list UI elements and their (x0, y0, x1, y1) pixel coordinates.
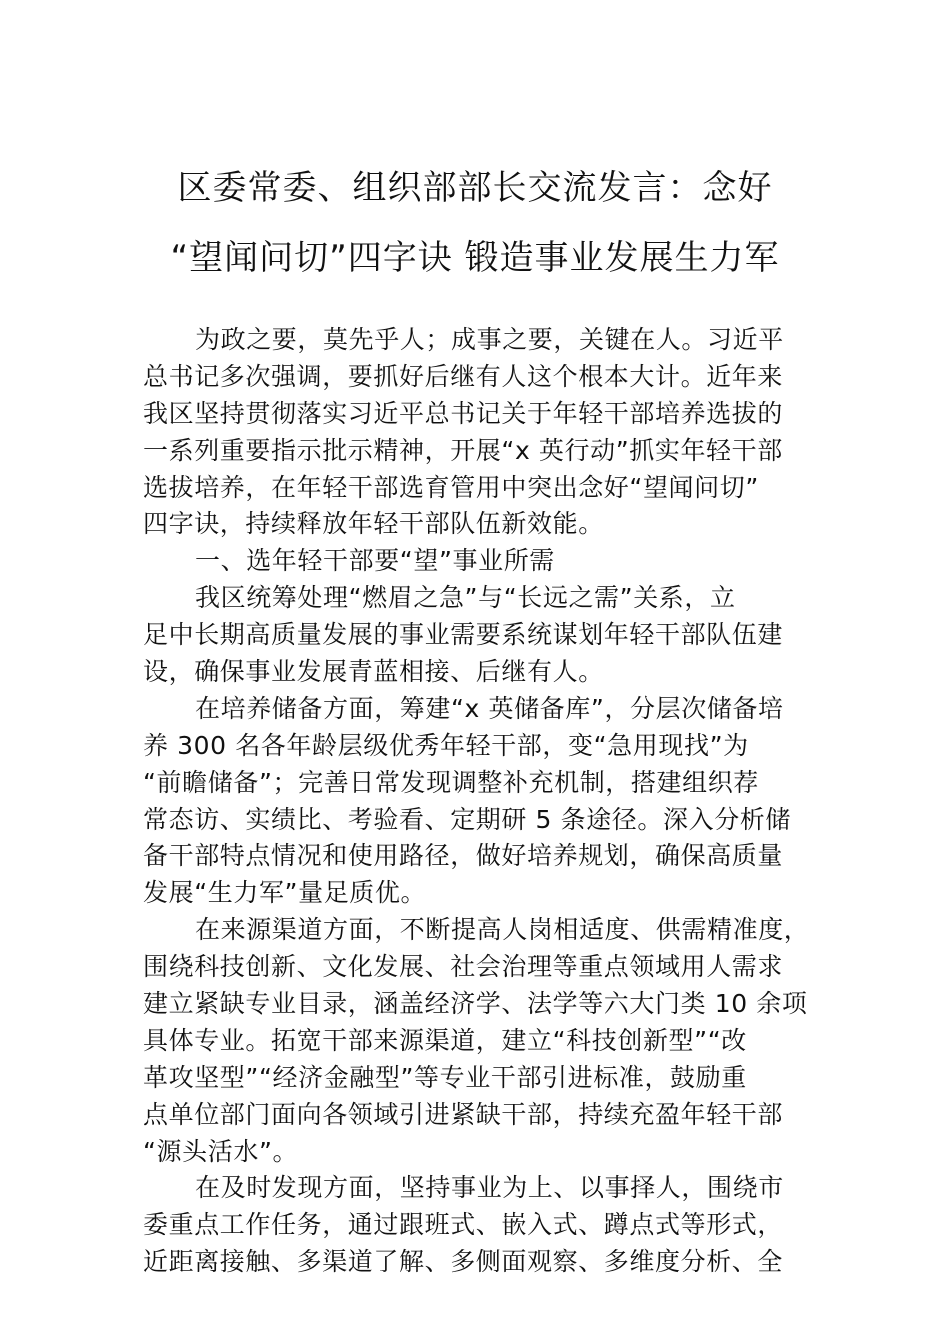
document-body (143, 322, 833, 1281)
paragraph-line: 具体专业。拓宽干部来源渠道，建立“科技创新型”“改 (143, 1025, 747, 1055)
paragraph-line: 设，确保事业发展青蓝相接、后继有人。 (143, 657, 604, 687)
paragraph-line: “前瞻储备”；完善日常发现调整补充机制，搭建组织荐 (143, 767, 759, 797)
paragraph-line: 在培养储备方面，筹建“x 英储备库”，分层次储备培 (195, 693, 784, 723)
paragraph-line: “源头活水”。 (143, 1136, 299, 1166)
paragraph-line: 总书记多次强调，要抓好后继有人这个根本大计。近年来 (143, 361, 784, 391)
paragraph-line: 点单位部门面向各领域引进紧缺干部，持续充盈年轻干部 (143, 1099, 784, 1129)
paragraph-line: 建立紧缺专业目录，涵盖经济学、法学等六大门类 10 余项 (143, 989, 808, 1019)
paragraph-line: 常态访、实绩比、考验看、定期研 5 条途径。深入分析储 (143, 804, 792, 834)
paragraph-line: 围绕科技创新、文化发展、社会治理等重点领域用人需求 (143, 952, 784, 982)
paragraph-line: 在来源渠道方面，不断提高人岗相适度、供需精准度， (195, 915, 810, 945)
document-title-line-1: 区委常委、组织部部长交流发言：念好 (177, 168, 773, 208)
paragraph-line: 在及时发现方面，坚持事业为上、以事择人，围绕市 (195, 1173, 784, 1203)
document-title-line-2: “望闻问切”四字诀 锻造事业发展生力军 (170, 238, 780, 278)
paragraph-line: 足中长期高质量发展的事业需要系统谋划年轻干部队伍建 (143, 620, 784, 650)
paragraph-line: 我区统筹处理“燃眉之急”与“长远之需”关系，立 (195, 583, 736, 613)
paragraph-line: 为政之要，莫先乎人；成事之要，关键在人。习近平 (195, 325, 784, 354)
paragraph-line: 选拔培养，在年轻干部选育管用中突出念好“望闻问切” (143, 472, 759, 502)
paragraph-line: 近距离接触、多渠道了解、多侧面观察、多维度分析、全 (143, 1247, 784, 1277)
paragraph-line: 革攻坚型”“经济金融型”等专业干部引进标准，鼓励重 (143, 1062, 747, 1092)
paragraph-line: 委重点工作任务，通过跟班式、嵌入式、蹲点式等形式， (143, 1210, 784, 1240)
paragraph-line: 四字诀，持续释放年轻干部队伍新效能。 (143, 509, 604, 539)
section-heading: 一、选年轻干部要“望”事业所需 (195, 546, 555, 576)
paragraph-line: 一系列重要指示批示精神，开展“x 英行动”抓实年轻干部 (143, 435, 783, 465)
paragraph-line: 备干部特点情况和使用路径，做好培养规划，确保高质量 (143, 841, 784, 871)
paragraph-line: 发展“生力军”量足质优。 (143, 878, 427, 908)
paragraph-line: 养 300 名各年龄层级优秀年轻干部，变“急用现找”为 (143, 730, 749, 760)
paragraph-line: 我区坚持贯彻落实习近平总书记关于年轻干部培养选拔的 (143, 398, 784, 428)
